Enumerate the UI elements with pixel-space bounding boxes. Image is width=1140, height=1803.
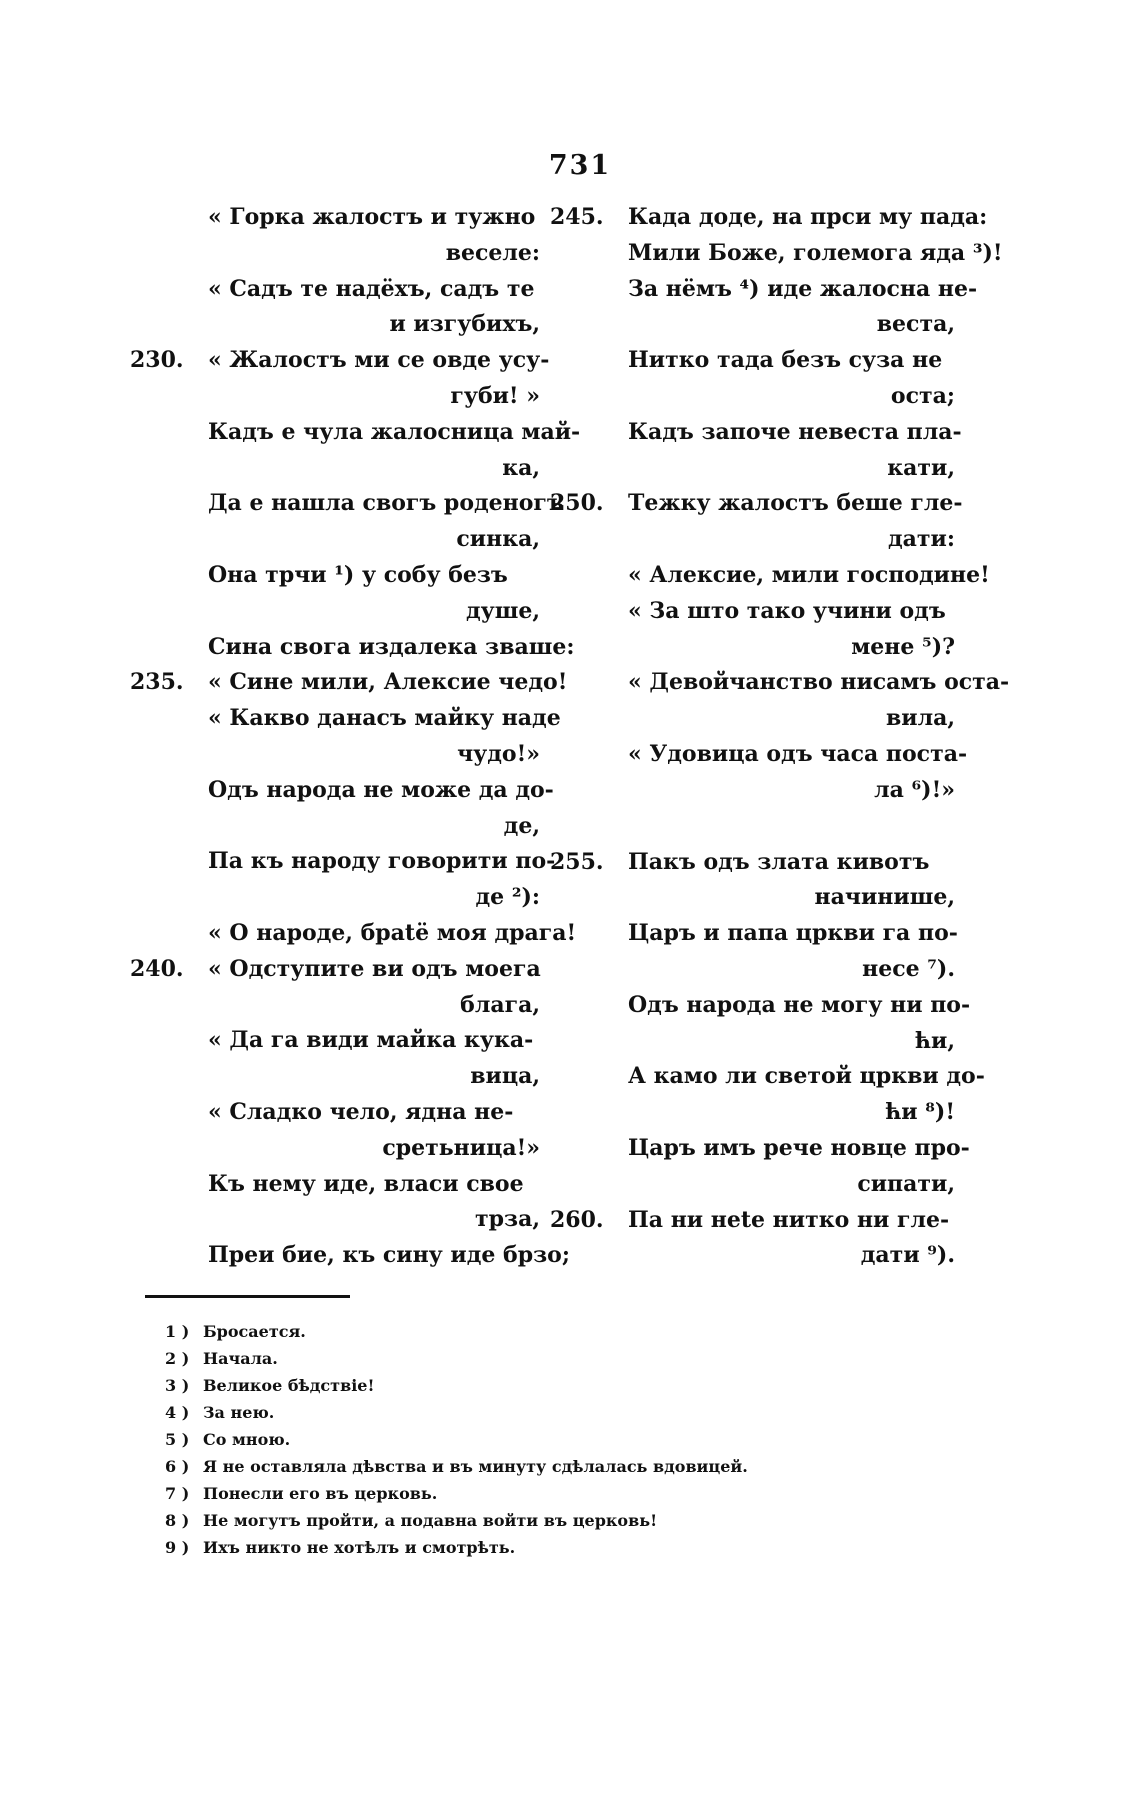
footnote-mark: 3 ) [165,1376,190,1395]
verse-text: вица, [470,1063,540,1090]
footnote-text: Со мною. [203,1430,291,1449]
verse-line [550,451,955,487]
verse-text: веста, [876,311,955,338]
verse-line [550,880,955,916]
footnote-mark: 8 ) [165,1511,190,1530]
verse-line [130,809,540,845]
verse-line [130,522,540,558]
verse-text: кати, [887,454,955,481]
verse-line [130,952,540,988]
verse-text: Одъ народа не могу ни по- [628,991,971,1018]
verse-text: ка, [502,454,540,481]
verse-text: Къ нему иде, власи свое [208,1170,524,1197]
verse-text: « Садъ те надёхъ, садъ те [208,275,535,302]
footnote [165,1372,885,1399]
verse-text: сипати, [857,1170,955,1197]
verse-text: душе, [465,597,540,624]
verse-line [550,415,962,451]
verse-line [130,1095,540,1131]
footnote [165,1426,885,1453]
verse-line [130,1238,570,1274]
footnote-text: Понесли его въ церковь. [203,1484,438,1503]
footnote-mark: 2 ) [165,1349,190,1368]
verse-text: веселе: [445,239,540,266]
verse-line [550,1024,955,1060]
verse-text: Сина свога издалека зваше: [208,633,575,660]
verse-line [550,1059,985,1095]
footnote-text: Я не оставляла дѣвства и въ минуту сдѣлалась вдовицей. [203,1457,748,1476]
verse-line [550,307,955,343]
verse-text: ћи, [915,1027,955,1054]
verse-line [130,343,550,379]
verse-text: Кадъ започе невеста пла- [628,418,962,445]
footnote-text: Начала. [203,1349,278,1368]
verse-line [550,701,955,737]
verse-line [130,451,540,487]
verse-line [130,630,575,666]
footnote-text: Ихъ никто не хотѣлъ и смотрѣть. [203,1538,516,1557]
verse-line [550,1167,955,1203]
verse-line [550,379,955,415]
verse-line [130,737,540,773]
verse-text: Царъ имъ рече новце про- [628,1134,970,1161]
verse-line [550,1203,955,1239]
verse-number: 255. [550,848,604,875]
verse-text: Па къ народу говорити по- [208,848,556,875]
verse-line [130,1131,540,1167]
verse-number: 240. [130,955,184,982]
verse-line [130,1059,540,1095]
verse-text: Када доде, на прси му пада: [628,204,988,230]
verse-text: « Жалостъ ми се овде усу- [208,347,550,374]
verse-text: Мили Боже, големога яда ³)! [628,239,1003,266]
verse-text: синка, [456,526,540,553]
verse-line [550,845,955,881]
verse-text: Преи бие, къ сину иде брзо; [208,1242,570,1269]
verse-text: Тежку жалостъ беше гле- [628,490,963,517]
verse-text: сретьница!» [382,1134,540,1161]
verse-line [550,200,988,236]
verse-text: и изгубихъ, [389,311,540,338]
verse-text: дати ⁹). [860,1242,955,1269]
verse-line [130,200,540,236]
verse-line [130,379,540,415]
verse-line [130,665,568,701]
verse-text: Одъ народа не може да до- [208,776,554,803]
verse-line [130,773,554,809]
verse-text: вила, [885,705,955,732]
footnote-mark: 7 ) [165,1484,190,1503]
verse-line [550,1095,955,1131]
verse-text: Царъ и папа цркви га по- [628,920,958,947]
footnote [165,1318,885,1345]
footnote [165,1453,885,1480]
verse-text: чудо!» [457,740,540,767]
verse-text: де ²): [475,884,540,911]
verse-line [130,880,540,916]
verse-text: « Горка жалостъ и тужно [208,204,536,230]
verse-line [130,307,540,343]
right-verse-column [550,200,1010,1274]
verse-line [550,773,955,809]
verse-line [550,486,963,522]
verse-text: « Девойчанство нисамъ оста- [628,669,1010,696]
verse-line [550,236,1003,272]
verse-text: Кадъ e чула жалосница май- [208,418,581,445]
verse-text: « Алексие, мили господине! [628,561,990,588]
footnote [165,1480,885,1507]
verse-text: « Сине мили, Алексие чедо! [208,669,568,696]
verse-line [130,486,564,522]
verse-text: Она трчи ¹) у собу безъ [208,561,508,588]
verse-line [550,1131,970,1167]
footnote-text: Не могутъ пройти, а подавна войти въ церковь! [203,1511,658,1530]
verse-line [550,594,955,630]
verse-line [550,988,971,1024]
verse-text: начинише, [814,884,955,911]
verse-text: блага, [460,991,540,1018]
verse-text: Нитко тада безъ суза не [628,347,943,374]
verse-text: За нёмъ ⁴) иде жалосна не- [628,275,978,302]
verse-line [550,558,990,594]
verse-text: дати: [888,526,955,553]
verse-line [130,988,540,1024]
verse-text: Па ни неtе нитко ни гле- [628,1206,950,1233]
verse-line [550,1238,955,1274]
verse-text: А камо ли светой цркви до- [628,1063,985,1090]
verse-text: « За што тако учини одъ [628,597,946,624]
verse-line [130,844,556,880]
footnote-mark: 6 ) [165,1457,190,1476]
verse-text: « Одступите ви одъ моега [208,955,541,982]
footnote [165,1507,885,1534]
verse-text: « Да га види майка кука- [208,1027,534,1054]
verse-line [130,1202,540,1238]
verse-line [550,665,1010,701]
verse-line [130,272,540,308]
verse-number: 245. [550,204,604,230]
verse-line [130,1023,540,1059]
verse-line [130,1167,540,1203]
verse-text: « О народе, браtё моя драга! [208,919,577,946]
footnote [165,1399,885,1426]
verse-line [130,916,577,952]
footnote-mark: 9 ) [165,1538,190,1557]
verse-text: несе ⁷). [862,955,955,982]
verse-text: ла ⁶)!» [874,776,955,803]
verse-text: Пакъ одъ злата кивотъ [628,848,930,875]
footnote-text: Великое бѣдствіе! [203,1376,375,1395]
verse-text: « Удовица одъ часа поста- [628,740,968,767]
verse-text: мене ⁵)? [851,633,955,660]
verse-line [550,916,958,952]
verse-line [550,343,955,379]
verse-line [550,630,955,666]
verse-number: 230. [130,347,184,374]
footnote-text: За нею. [203,1403,275,1422]
footnote-mark: 5 ) [165,1430,190,1449]
verse-text: губи! » [450,382,540,409]
verse-number: 250. [550,490,604,517]
footnote-text: Бросается. [203,1322,306,1341]
footnotes [165,1318,885,1561]
footnote-divider [145,1295,350,1298]
verse-number: 260. [550,1206,604,1233]
verse-line [130,415,581,451]
verse-text: де, [503,812,540,839]
verse-text: оста; [890,382,955,409]
footnote-mark: 1 ) [165,1322,190,1341]
verse-line [550,272,978,308]
verse-text: « Сладко чело, ядна не- [208,1098,514,1125]
verse-text: ћи ⁸)! [885,1099,955,1126]
verse-text: трза, [475,1206,540,1233]
footnote [165,1534,885,1561]
verse-line [550,809,955,845]
verse-text: « Какво данасъ майку наде [208,705,561,732]
verse-line [550,522,955,558]
verse-line [130,701,561,737]
verse-text: Да e нашла свогъ роденогъ [208,490,564,517]
verse-line [550,952,955,988]
verse-line [550,737,968,773]
footnote-mark: 4 ) [165,1403,190,1422]
verse-line [130,594,540,630]
verse-line [130,558,540,594]
page-number: 731 [548,150,612,181]
verse-line [130,236,540,272]
footnote [165,1345,885,1372]
verse-number: 235. [130,669,184,696]
